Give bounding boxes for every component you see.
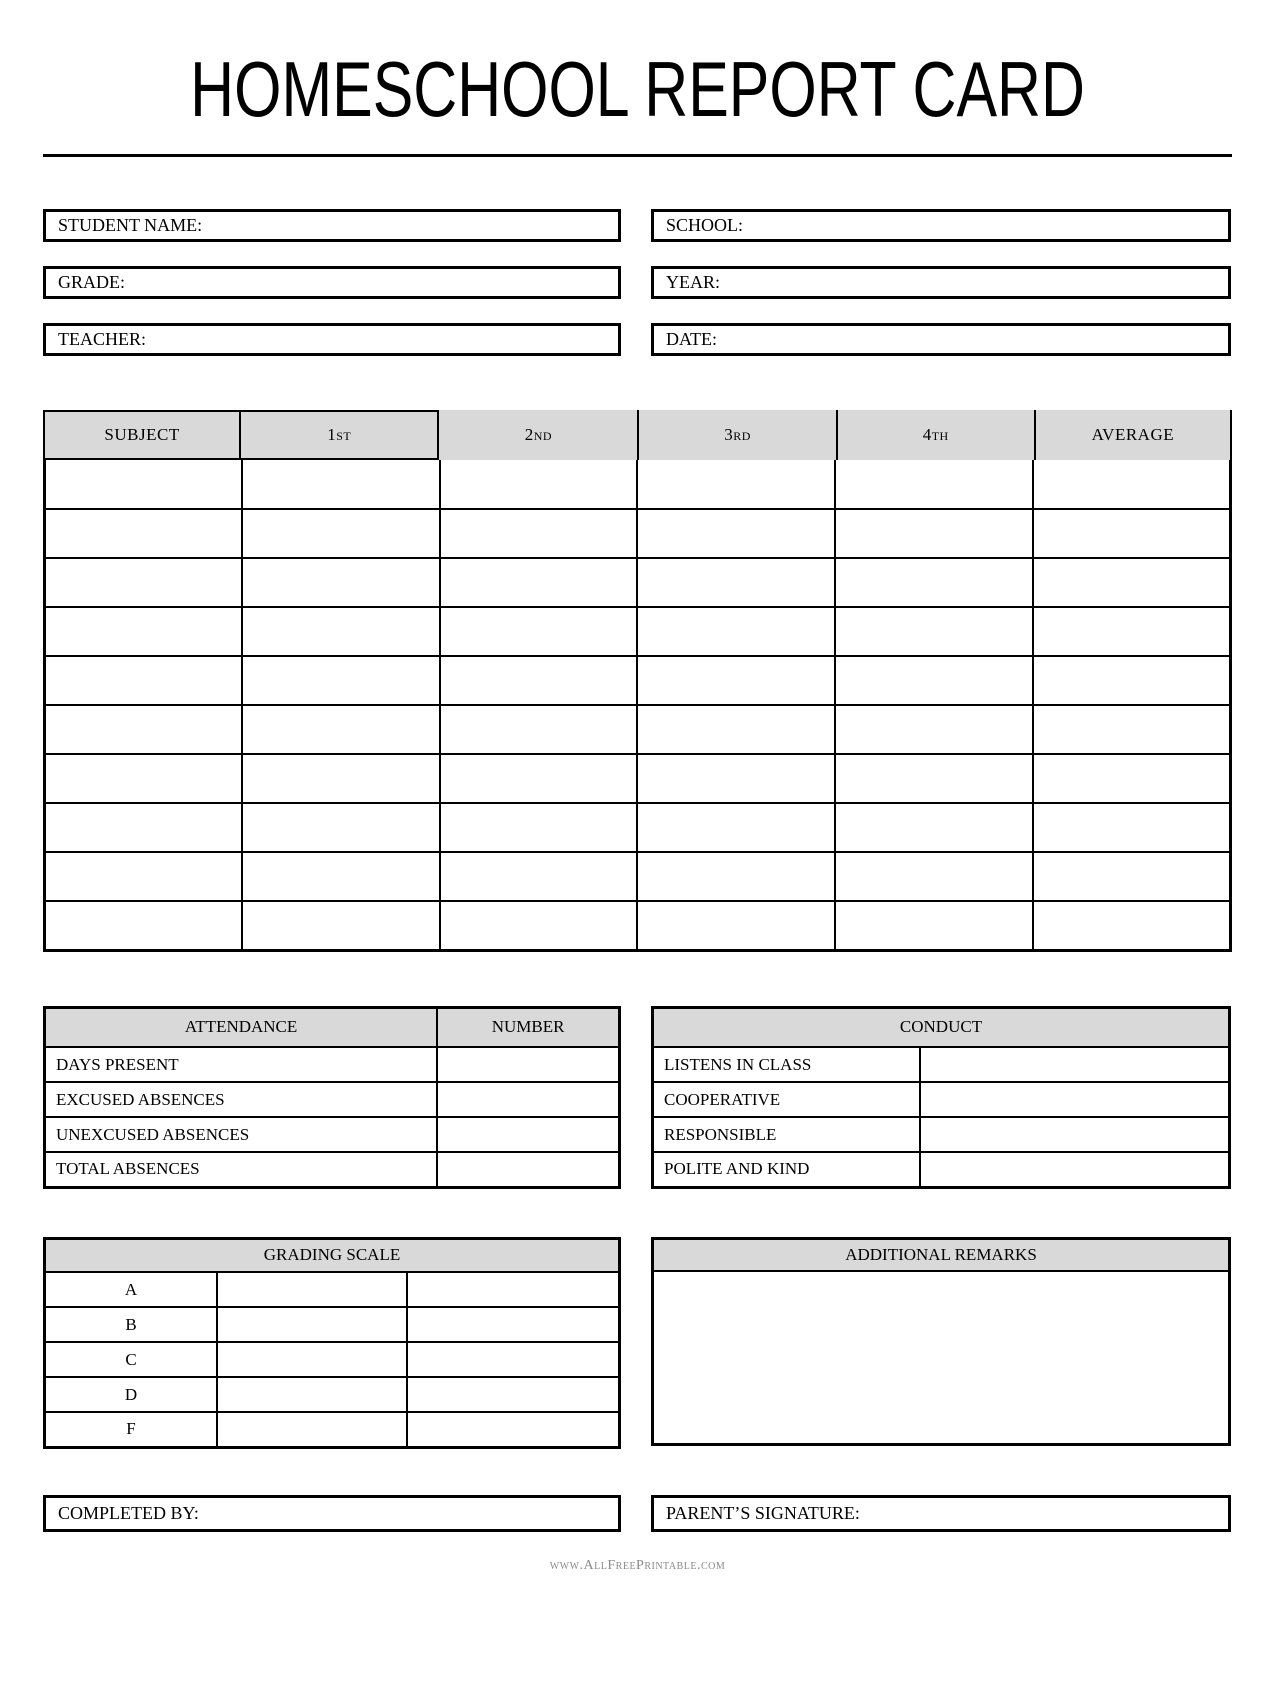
header-fields bbox=[43, 209, 1232, 356]
grades-cell bbox=[637, 656, 835, 705]
attendance-label: EXCUSED ABSENCES bbox=[45, 1082, 438, 1117]
grades-cell bbox=[440, 509, 638, 558]
school-field bbox=[651, 209, 1231, 242]
grading-scale-header-row bbox=[45, 1238, 620, 1272]
signature-section bbox=[43, 1495, 1232, 1532]
attendance-value-cell bbox=[437, 1152, 619, 1187]
grades-cell bbox=[242, 460, 440, 509]
grades-cell bbox=[45, 656, 243, 705]
grades-cell bbox=[45, 852, 243, 901]
grades-cell bbox=[835, 509, 1033, 558]
parents-signature-label: PARENT’S SIGNATURE: bbox=[666, 1502, 860, 1523]
grade-range-cell bbox=[217, 1412, 407, 1447]
page-title: HOMESCHOOL REPORT CARD bbox=[190, 45, 1085, 133]
year-label: YEAR: bbox=[666, 272, 720, 292]
teacher-field bbox=[43, 323, 621, 356]
grading-scale-table bbox=[43, 1237, 621, 1449]
conduct-row bbox=[653, 1152, 1230, 1187]
grade-points-cell bbox=[407, 1377, 620, 1412]
grading-scale-row bbox=[45, 1307, 620, 1342]
grades-cell bbox=[242, 558, 440, 607]
grade-field bbox=[43, 266, 621, 299]
attendance-label: UNEXCUSED ABSENCES bbox=[45, 1117, 438, 1152]
grade-letter: B bbox=[45, 1307, 218, 1342]
conduct-row bbox=[653, 1082, 1230, 1117]
grades-cell bbox=[45, 509, 243, 558]
grades-cell bbox=[1033, 558, 1231, 607]
grades-header-4th: 4th bbox=[836, 410, 1034, 460]
grades-row bbox=[45, 509, 1231, 558]
grades-cell bbox=[1033, 803, 1231, 852]
grades-cell bbox=[1033, 509, 1231, 558]
grades-cell bbox=[835, 852, 1033, 901]
grading-scale-row bbox=[45, 1272, 620, 1307]
grade-label: GRADE: bbox=[58, 272, 125, 292]
grade-letter: F bbox=[45, 1412, 218, 1447]
attendance-label: DAYS PRESENT bbox=[45, 1047, 438, 1082]
grades-cell bbox=[242, 901, 440, 950]
conduct-table bbox=[651, 1006, 1231, 1189]
grades-header-subject: SUBJECT bbox=[43, 410, 241, 460]
grades-cell bbox=[440, 705, 638, 754]
grades-cell bbox=[637, 705, 835, 754]
attendance-row bbox=[45, 1117, 620, 1152]
student-name-label: STUDENT NAME: bbox=[58, 215, 203, 235]
date-label: DATE: bbox=[666, 329, 717, 349]
grades-cell bbox=[1033, 705, 1231, 754]
grades-cell bbox=[440, 558, 638, 607]
grade-letter: C bbox=[45, 1342, 218, 1377]
grades-cell bbox=[45, 754, 243, 803]
grades-cell bbox=[835, 558, 1033, 607]
attendance-value-cell bbox=[437, 1082, 619, 1117]
grade-points-cell bbox=[407, 1342, 620, 1377]
grading-scale-row bbox=[45, 1342, 620, 1377]
grades-cell bbox=[1033, 852, 1231, 901]
grades-cell bbox=[1033, 656, 1231, 705]
grades-row bbox=[45, 705, 1231, 754]
grades-cell bbox=[242, 754, 440, 803]
grades-cell bbox=[637, 460, 835, 509]
grading-remarks-section bbox=[43, 1237, 1232, 1449]
student-name-field bbox=[43, 209, 621, 242]
grades-cell bbox=[637, 509, 835, 558]
additional-remarks-area bbox=[654, 1272, 1228, 1443]
grades-cell bbox=[45, 803, 243, 852]
additional-remarks-section bbox=[651, 1237, 1231, 1446]
grades-cell bbox=[1033, 754, 1231, 803]
conduct-label: COOPERATIVE bbox=[653, 1082, 921, 1117]
grade-range-cell bbox=[217, 1377, 407, 1412]
attendance-row bbox=[45, 1152, 620, 1187]
grades-row bbox=[45, 460, 1231, 509]
grades-cell bbox=[835, 656, 1033, 705]
attendance-conduct-section bbox=[43, 1006, 1232, 1189]
grades-row bbox=[45, 803, 1231, 852]
grades-cell bbox=[637, 803, 835, 852]
grades-table-body bbox=[43, 460, 1232, 952]
conduct-value-cell bbox=[920, 1152, 1229, 1187]
grades-row bbox=[45, 607, 1231, 656]
grading-scale-row bbox=[45, 1412, 620, 1447]
conduct-label: POLITE AND KIND bbox=[653, 1152, 921, 1187]
conduct-header: CONDUCT bbox=[653, 1007, 1230, 1047]
grade-range-cell bbox=[217, 1272, 407, 1307]
completed-by-field bbox=[43, 1495, 621, 1532]
grades-cell bbox=[242, 803, 440, 852]
year-field bbox=[651, 266, 1231, 299]
grades-cell bbox=[1033, 607, 1231, 656]
conduct-value-cell bbox=[920, 1082, 1229, 1117]
grades-cell bbox=[835, 754, 1033, 803]
footer-url: www.AllFreePrintable.com bbox=[549, 1557, 726, 1573]
grade-points-cell bbox=[407, 1272, 620, 1307]
grades-cell bbox=[1033, 901, 1231, 950]
grades-cell bbox=[440, 803, 638, 852]
grades-header-1st: 1st bbox=[241, 410, 439, 460]
grades-cell bbox=[440, 607, 638, 656]
grades-cell bbox=[440, 754, 638, 803]
conduct-label: RESPONSIBLE bbox=[653, 1117, 921, 1152]
grade-points-cell bbox=[407, 1412, 620, 1447]
grades-cell bbox=[1033, 460, 1231, 509]
conduct-value-cell bbox=[920, 1117, 1229, 1152]
parents-signature-field bbox=[651, 1495, 1231, 1532]
grades-cell bbox=[242, 607, 440, 656]
school-label: SCHOOL: bbox=[666, 215, 744, 235]
attendance-table bbox=[43, 1006, 621, 1189]
attendance-value-cell bbox=[437, 1047, 619, 1082]
grades-cell bbox=[440, 852, 638, 901]
attendance-label: TOTAL ABSENCES bbox=[45, 1152, 438, 1187]
grades-row bbox=[45, 901, 1231, 950]
attendance-value-cell bbox=[437, 1117, 619, 1152]
conduct-label: LISTENS IN CLASS bbox=[653, 1047, 921, 1082]
additional-remarks-header: ADDITIONAL REMARKS bbox=[654, 1240, 1228, 1272]
grades-cell bbox=[835, 705, 1033, 754]
grading-scale-row bbox=[45, 1377, 620, 1412]
grade-letter: D bbox=[45, 1377, 218, 1412]
title-row bbox=[43, 46, 1232, 132]
grades-cell bbox=[637, 607, 835, 656]
date-field bbox=[651, 323, 1231, 356]
grades-cell bbox=[835, 803, 1033, 852]
grades-cell bbox=[242, 852, 440, 901]
grades-cell bbox=[45, 901, 243, 950]
grades-cell bbox=[835, 460, 1033, 509]
conduct-row bbox=[653, 1047, 1230, 1082]
grades-cell bbox=[45, 607, 243, 656]
grades-header-3rd: 3rd bbox=[637, 410, 835, 460]
conduct-row bbox=[653, 1117, 1230, 1152]
attendance-row bbox=[45, 1047, 620, 1082]
attendance-row bbox=[45, 1082, 620, 1117]
conduct-header-row bbox=[653, 1007, 1230, 1047]
conduct-value-cell bbox=[920, 1047, 1229, 1082]
grades-cell bbox=[440, 656, 638, 705]
grading-scale-header: GRADING SCALE bbox=[45, 1238, 620, 1272]
grades-cell bbox=[242, 705, 440, 754]
grades-header-2nd: 2nd bbox=[439, 410, 637, 460]
teacher-label: TEACHER: bbox=[58, 329, 146, 349]
grades-cell bbox=[242, 656, 440, 705]
grades-cell bbox=[45, 705, 243, 754]
report-card-page bbox=[0, 46, 1275, 1574]
grades-cell bbox=[45, 558, 243, 607]
grade-range-cell bbox=[217, 1342, 407, 1377]
grade-letter: A bbox=[45, 1272, 218, 1307]
grades-table bbox=[43, 410, 1232, 952]
grades-cell bbox=[242, 509, 440, 558]
grades-cell bbox=[45, 460, 243, 509]
number-header: NUMBER bbox=[437, 1007, 619, 1047]
divider-rule bbox=[43, 154, 1232, 157]
grades-table-header bbox=[43, 410, 1232, 460]
grades-header-average: AVERAGE bbox=[1034, 410, 1232, 460]
completed-by-label: COMPLETED BY: bbox=[58, 1502, 199, 1523]
grades-row bbox=[45, 852, 1231, 901]
grades-row bbox=[45, 754, 1231, 803]
grades-cell bbox=[835, 607, 1033, 656]
grades-cell bbox=[637, 754, 835, 803]
grades-cell bbox=[637, 901, 835, 950]
grades-cell bbox=[835, 901, 1033, 950]
grades-row bbox=[45, 558, 1231, 607]
grades-row bbox=[45, 656, 1231, 705]
attendance-header-row bbox=[45, 1007, 620, 1047]
grade-points-cell bbox=[407, 1307, 620, 1342]
grades-cell bbox=[637, 558, 835, 607]
attendance-header: ATTENDANCE bbox=[45, 1007, 438, 1047]
grades-cell bbox=[440, 460, 638, 509]
grade-range-cell bbox=[217, 1307, 407, 1342]
grades-cell bbox=[440, 901, 638, 950]
grades-cell bbox=[637, 852, 835, 901]
